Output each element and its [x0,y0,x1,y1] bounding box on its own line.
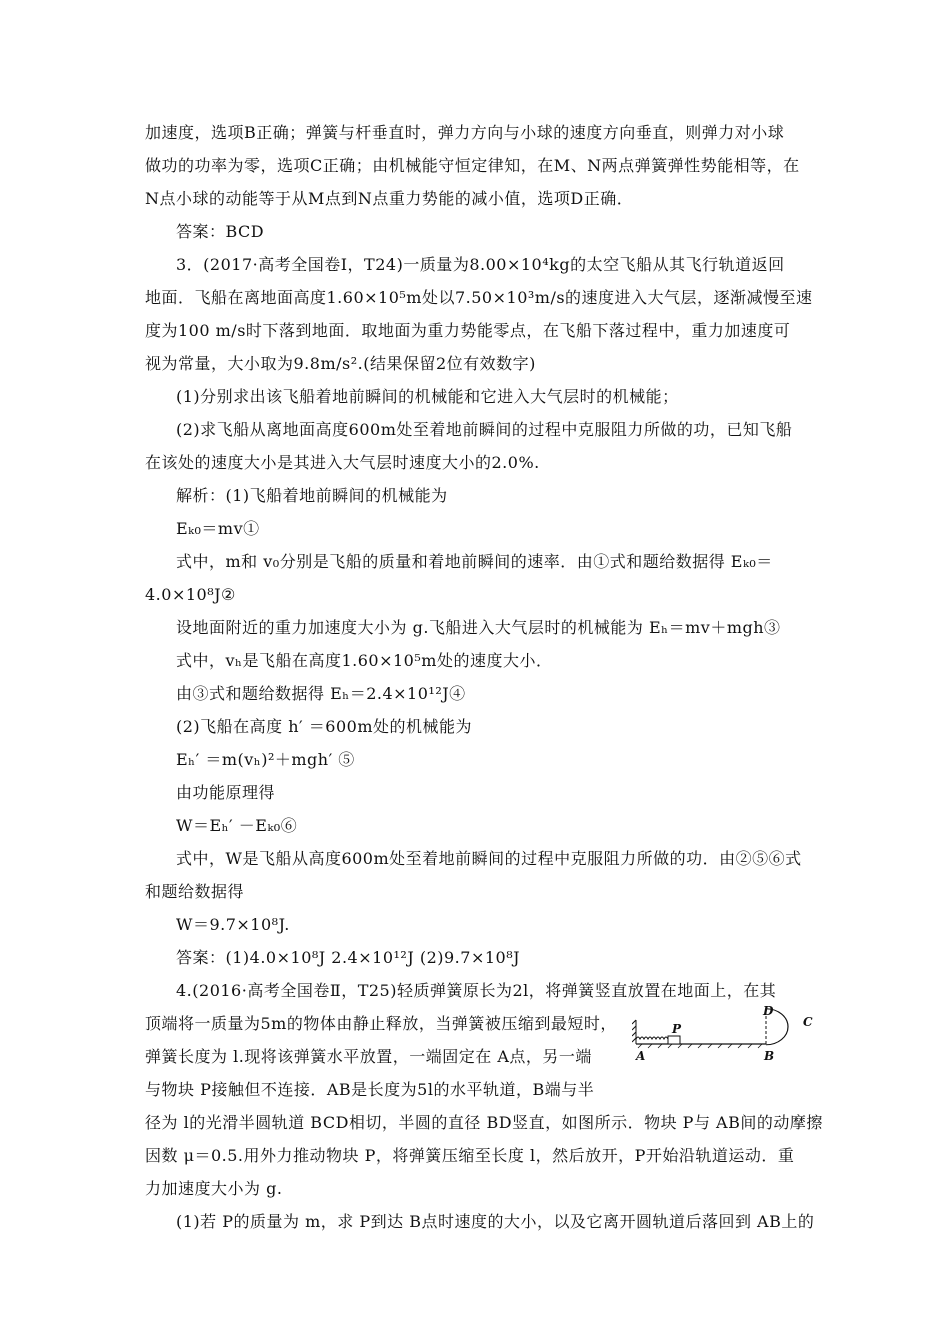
label-d: D [763,1004,774,1018]
block-p [668,1036,680,1044]
wall-hatch [632,1020,636,1044]
line-24: 和题给数据得 [145,882,245,901]
line-6: 地面．飞船在离地面高度1.60×10⁵m处以7.50×10³m/s的速度进入大气层，逐渐减慢至速 [145,288,813,307]
line-33: 力加速度大小为 g. [145,1179,283,1198]
line-2: 做功的功率为零，选项C正确；由机械能守恒定律知，在M、N两点弹簧弹性势能相等，在 [145,156,800,175]
line-18: 由③式和题给数据得 Eₕ＝2.4×10¹²J④ [176,684,466,703]
line-4: 答案：BCD [176,222,265,241]
label-c: C [803,1015,813,1029]
line-7: 度为100 m/s时下落到地面．取地面为重力势能零点，在飞船下落过程中，重力加速度可 [145,321,791,340]
line-20: Eₕ′ ＝m(vₕ)²＋mgh′ ⑤ [176,750,355,769]
line-10: (2)求飞船从离地面高度600m处至着地前瞬间的过程中克服阻力所做的功，已知飞船 [176,420,793,439]
line-32: 因数 μ＝0.5.用外力推动物块 P，将弹簧压缩至长度 l，然后放开，P开始沿轨道运动．重 [145,1146,795,1165]
line-8: 视为常量，大小取为9.8m/s².(结果保留2位有效数字) [145,354,536,373]
line-34: (1)若 P的质量为 m，求 P到达 B点时速度的大小，以及它离开圆轨道后落回到 AB上的 [176,1212,815,1231]
line-17: 式中，vₕ是飞船在高度1.60×10⁵m处的速度大小． [176,651,553,670]
line-22: W＝Eₕ′ －Eₖ₀⑥ [176,816,298,835]
line-13: Eₖ₀＝mv① [176,519,260,538]
line-27: 4.(2016·高考全国卷Ⅱ，T25)轻质弹簧原长为2l，将弹簧竖直放置在地面上，在其 [176,981,777,1000]
line-25: W＝9.7×10⁸J. [176,915,290,934]
line-16: 设地面附近的重力加速度大小为 g.飞船进入大气层时的机械能为 Eₕ＝mv＋mgh③ [176,618,781,637]
line-11: 在该处的速度大小是其进入大气层时速度大小的2.0%. [145,453,540,472]
label-p: P [672,1022,682,1036]
label-b: B [764,1049,775,1063]
line-3: N点小球的动能等于从M点到N点重力势能的减小值，选项D正确． [145,189,634,208]
line-26: 答案：(1)4.0×10⁸J 2.4×10¹²J (2)9.7×10⁸J [176,948,521,967]
track-diagram [632,1004,822,1074]
line-31: 径为 l的光滑半圆轨道 BCD相切，半圆的直径 BD竖直，如图所示．物块 P与 AB间的动摩擦 [145,1113,823,1132]
line-21: 由功能原理得 [176,783,276,802]
line-14: 式中，m和 v₀分别是飞船的质量和着地前瞬间的速率．由①式和题给数据得 Eₖ₀＝ [176,552,773,571]
spring [636,1037,668,1039]
line-19: (2)飞船在高度 h′ ＝600m处的机械能为 [176,717,472,736]
line-28: 顶端将一质量为5m的物体由静止释放，当弹簧被压缩到最短时， [145,1014,617,1033]
line-30: 与物块 P接触但不连接．AB是长度为5l的水平轨道，B端与半 [145,1080,595,1099]
line-9: (1)分别求出该飞船着地前瞬间的机械能和它进入大气层时的机械能； [176,387,679,406]
line-12: 解析：(1)飞船着地前瞬间的机械能为 [176,486,448,505]
line-15: 4.0×10⁸J② [145,585,236,604]
line-23: 式中，W是飞船从高度600m处至着地前瞬间的过程中克服阻力所做的功．由②⑤⑥式 [176,849,802,868]
label-a: A [636,1049,646,1063]
line-5: 3．(2017·高考全国卷Ⅰ，T24)一质量为8.00×10⁴kg的太空飞船从其飞行轨道返回 [176,255,785,274]
line-1: 加速度，选项B正确；弹簧与杆垂直时，弹力方向与小球的速度方向垂直，则弹力对小球 [145,123,785,142]
line-29: 弹簧长度为 l.现将该弹簧水平放置，一端固定在 A点，另一端 [145,1047,592,1066]
